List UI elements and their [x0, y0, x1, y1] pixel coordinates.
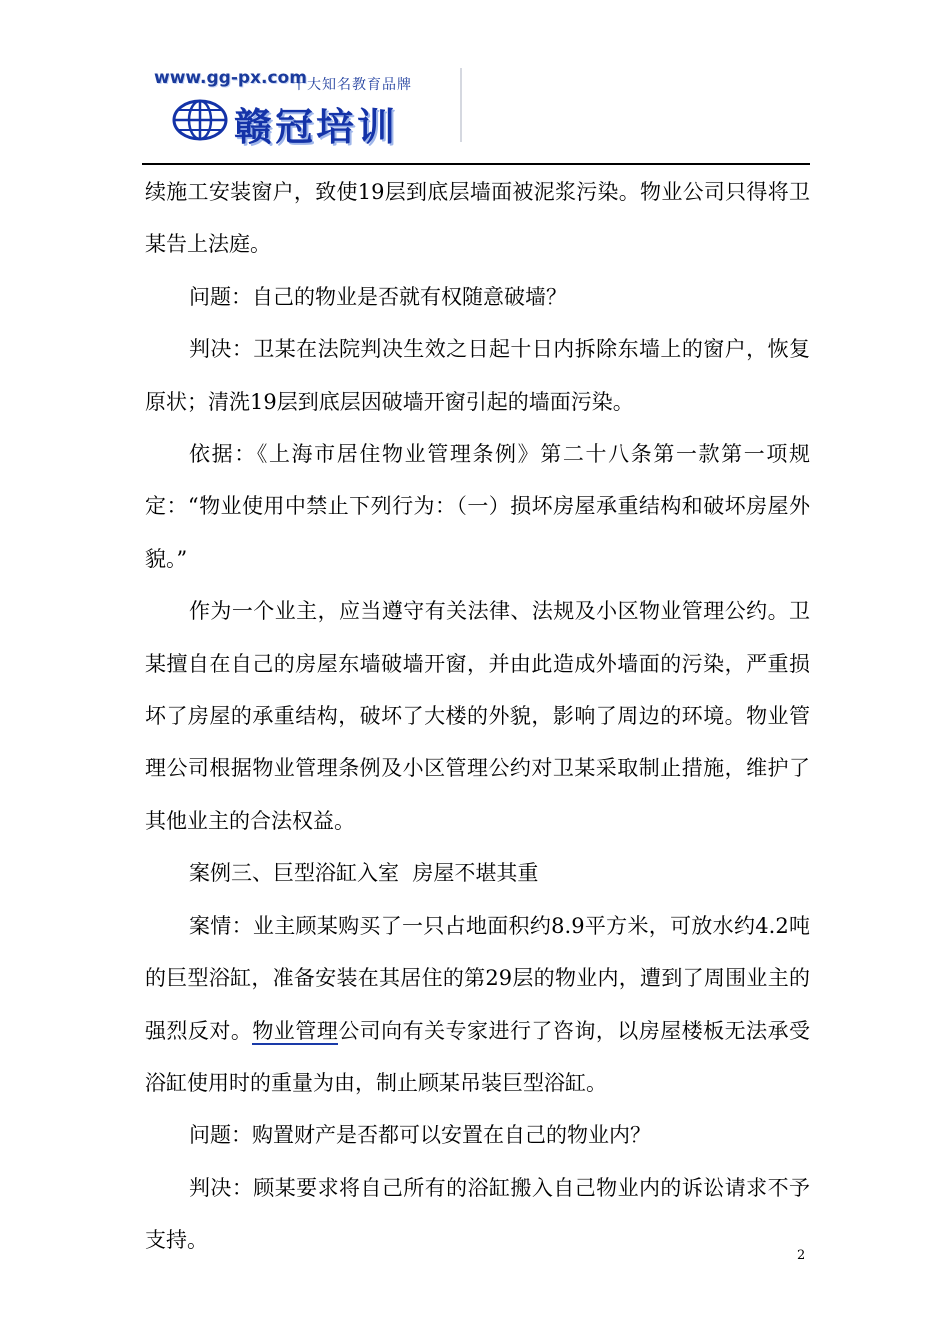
logo-name: 赣冠培训: [234, 105, 399, 149]
paragraph-text: 案情：业主顾某购买了一只占地面积约8.9平方米，可放水约4.2吨的巨型浴缸，准备安装在其居住的第29层的物业内，遭到了周围业主的强烈反对。: [145, 913, 810, 1043]
property-management-link[interactable]: 物业管理: [252, 1018, 339, 1043]
paragraph-text: 公司向有关专家进行了咨询，以房屋楼板无法承受浴缸使用时的重量为由，制止顾某吊装巨型浴缸。: [145, 1018, 811, 1095]
paragraph: 作为一个业主，应当遵守有关法律、法规及小区物业管理公约。卫某擅自在自己的房屋东墙破墙开窗，并由此造成外墙面的污染，严重损坏了房屋的承重结构，破坏了大楼的外貌，影响了周边的环境。物业管理公司根据物业管理条例及小区管理公约对卫某采取制止措施，维护了其他业主的合法权益。: [145, 599, 810, 833]
paragraph: 问题：自己的物业是否就有权随意破墙？: [189, 284, 567, 309]
logo-url: www.gg-px.com: [154, 68, 307, 88]
paragraph: 问题：购置财产是否都可以安置在自己的物业内？: [189, 1123, 651, 1148]
logo-tagline: 十大知名教育品牌: [292, 77, 412, 93]
header-rule: [142, 163, 808, 165]
logo-divider: [460, 68, 462, 142]
paragraph: 判决：顾某要求将自己所有的浴缸搬入自己物业内的诉讼请求不予支持。: [145, 1175, 810, 1253]
paragraph: [145, 900, 810, 1110]
company-logo: [150, 68, 465, 149]
paragraph: 依据：《上海市居住物业管理条例》第二十八条第一款第一项规定：“物业使用中禁止下列行为：（一）损坏房屋承重结构和破坏房屋外貌。”: [145, 442, 810, 571]
section-heading: 案例三、巨型浴缸入室 房屋不堪其重: [189, 861, 539, 886]
globe-icon: [170, 98, 230, 142]
page-number: 2: [797, 1248, 806, 1263]
header-rule-end: [808, 163, 810, 165]
document-body: [145, 166, 810, 1267]
paragraph: 续施工安装窗户，致使19层到底层墙面被泥浆污染。物业公司只得将卫某告上法庭。: [145, 180, 810, 257]
page-header: [0, 0, 950, 170]
paragraph: 判决：卫某在法院判决生效之日起十日内拆除东墙上的窗户，恢复原状；清洗19层到底层因破墙开窗引起的墙面污染。: [145, 337, 810, 414]
